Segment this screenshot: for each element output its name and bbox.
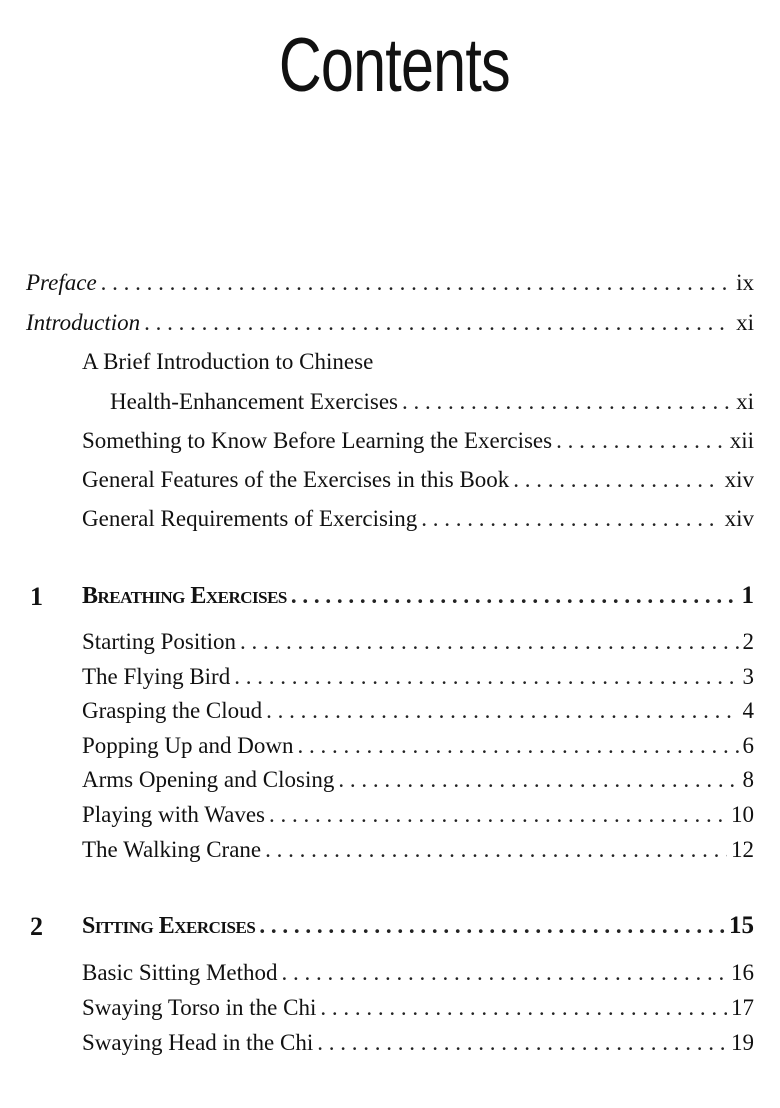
toc-entry-general-features[interactable] [82, 467, 754, 497]
toc-entry-page: 16 [731, 960, 754, 985]
dot-leader [317, 1030, 727, 1056]
toc-entry-label: Playing with Waves [82, 802, 265, 827]
toc-entry-label: A Brief Introduction to Chinese [82, 349, 374, 374]
dot-leader [269, 802, 727, 828]
dot-leader [101, 270, 732, 296]
chapter-title: Breathing Exercises [82, 583, 287, 609]
dot-leader [282, 960, 728, 986]
toc-entry-page: xiv [724, 467, 754, 492]
chapter-number: 2 [30, 912, 43, 941]
toc-entry-label: Health-Enhancement Exercises [110, 389, 399, 414]
toc-chapter-1[interactable] [0, 582, 754, 612]
toc-entry-grasping-cloud[interactable] [82, 698, 754, 728]
toc-entry-page: 8 [742, 767, 754, 792]
dot-leader [259, 913, 725, 939]
toc-entry-page: 4 [742, 698, 754, 723]
dot-leader [144, 310, 732, 336]
toc-entry-page: 6 [742, 733, 754, 758]
chapter-title: Sitting Exercises [82, 913, 256, 939]
toc-entry-swaying-head[interactable] [82, 1030, 754, 1060]
toc-entry-label: Swaying Head in the Chi [82, 1030, 314, 1055]
toc-entry-swaying-torso[interactable] [82, 995, 754, 1025]
toc-entry-label: Swaying Torso in the Chi [82, 995, 317, 1020]
dot-leader [234, 664, 738, 690]
chapter-number: 1 [30, 582, 43, 611]
toc-entry-label: Grasping the Cloud [82, 698, 263, 723]
dot-leader [240, 629, 739, 655]
toc-entry-arms-opening-closing[interactable] [82, 767, 754, 797]
toc-entry-general-requirements[interactable] [82, 506, 754, 536]
dot-leader [265, 837, 727, 863]
dot-leader [297, 733, 738, 759]
toc-entry-label: General Requirements of Exercising [82, 506, 418, 531]
toc-entry-label: The Flying Bird [82, 664, 231, 689]
toc-entry-page: 2 [742, 629, 754, 654]
toc-entry-playing-waves[interactable] [82, 802, 754, 832]
toc-entry-basic-sitting[interactable] [82, 960, 754, 990]
toc-entry-page: 19 [731, 1030, 754, 1055]
dot-leader [402, 389, 732, 415]
toc-entry-starting-position[interactable] [82, 629, 754, 659]
toc-entry-page: 10 [731, 802, 754, 827]
toc-entry-label: The Walking Crane [82, 837, 262, 862]
toc-entry-something-to-know[interactable] [82, 428, 754, 458]
toc-entry-label: Arms Opening and Closing [82, 767, 335, 792]
toc-entry-label: Basic Sitting Method [82, 960, 278, 985]
toc-entry-brief-intro-line1[interactable] [82, 349, 754, 379]
toc-entry-label: Popping Up and Down [82, 733, 294, 758]
page-title: Contents [278, 23, 510, 108]
toc-entry-label: General Features of the Exercises in this Book [82, 467, 510, 492]
chapter-page: 15 [729, 912, 754, 939]
dot-leader [338, 767, 738, 793]
toc-entry-page: xi [736, 389, 754, 414]
toc-chapter-2[interactable] [0, 912, 754, 942]
toc-entry-page: 17 [731, 995, 754, 1020]
toc-entry-label: Introduction [26, 310, 141, 335]
dot-leader [320, 995, 727, 1021]
toc-entry-page: xi [736, 310, 754, 335]
toc-entry-popping-up-down[interactable] [82, 733, 754, 763]
toc-entry-preface[interactable] [26, 270, 754, 300]
toc-entry-page: 12 [731, 837, 754, 862]
toc-entry-page: xiv [724, 506, 754, 531]
dot-leader [266, 698, 738, 724]
dot-leader [556, 428, 726, 454]
dot-leader [513, 467, 720, 493]
toc-entry-brief-intro-line2[interactable] [110, 389, 754, 419]
toc-entry-page: xii [729, 428, 754, 453]
dot-leader [291, 583, 738, 609]
toc-entry-label: Preface [26, 270, 97, 295]
toc-entry-walking-crane[interactable] [82, 837, 754, 867]
chapter-page: 1 [741, 582, 754, 609]
toc-entry-page: ix [736, 270, 754, 295]
toc-entry-flying-bird[interactable] [82, 664, 754, 694]
toc-entry-label: Starting Position [82, 629, 236, 654]
toc-entry-label: Something to Know Before Learning the Exercises [82, 428, 553, 453]
dot-leader [421, 506, 720, 532]
toc-entry-page: 3 [742, 664, 754, 689]
toc-entry-introduction[interactable] [26, 310, 754, 340]
